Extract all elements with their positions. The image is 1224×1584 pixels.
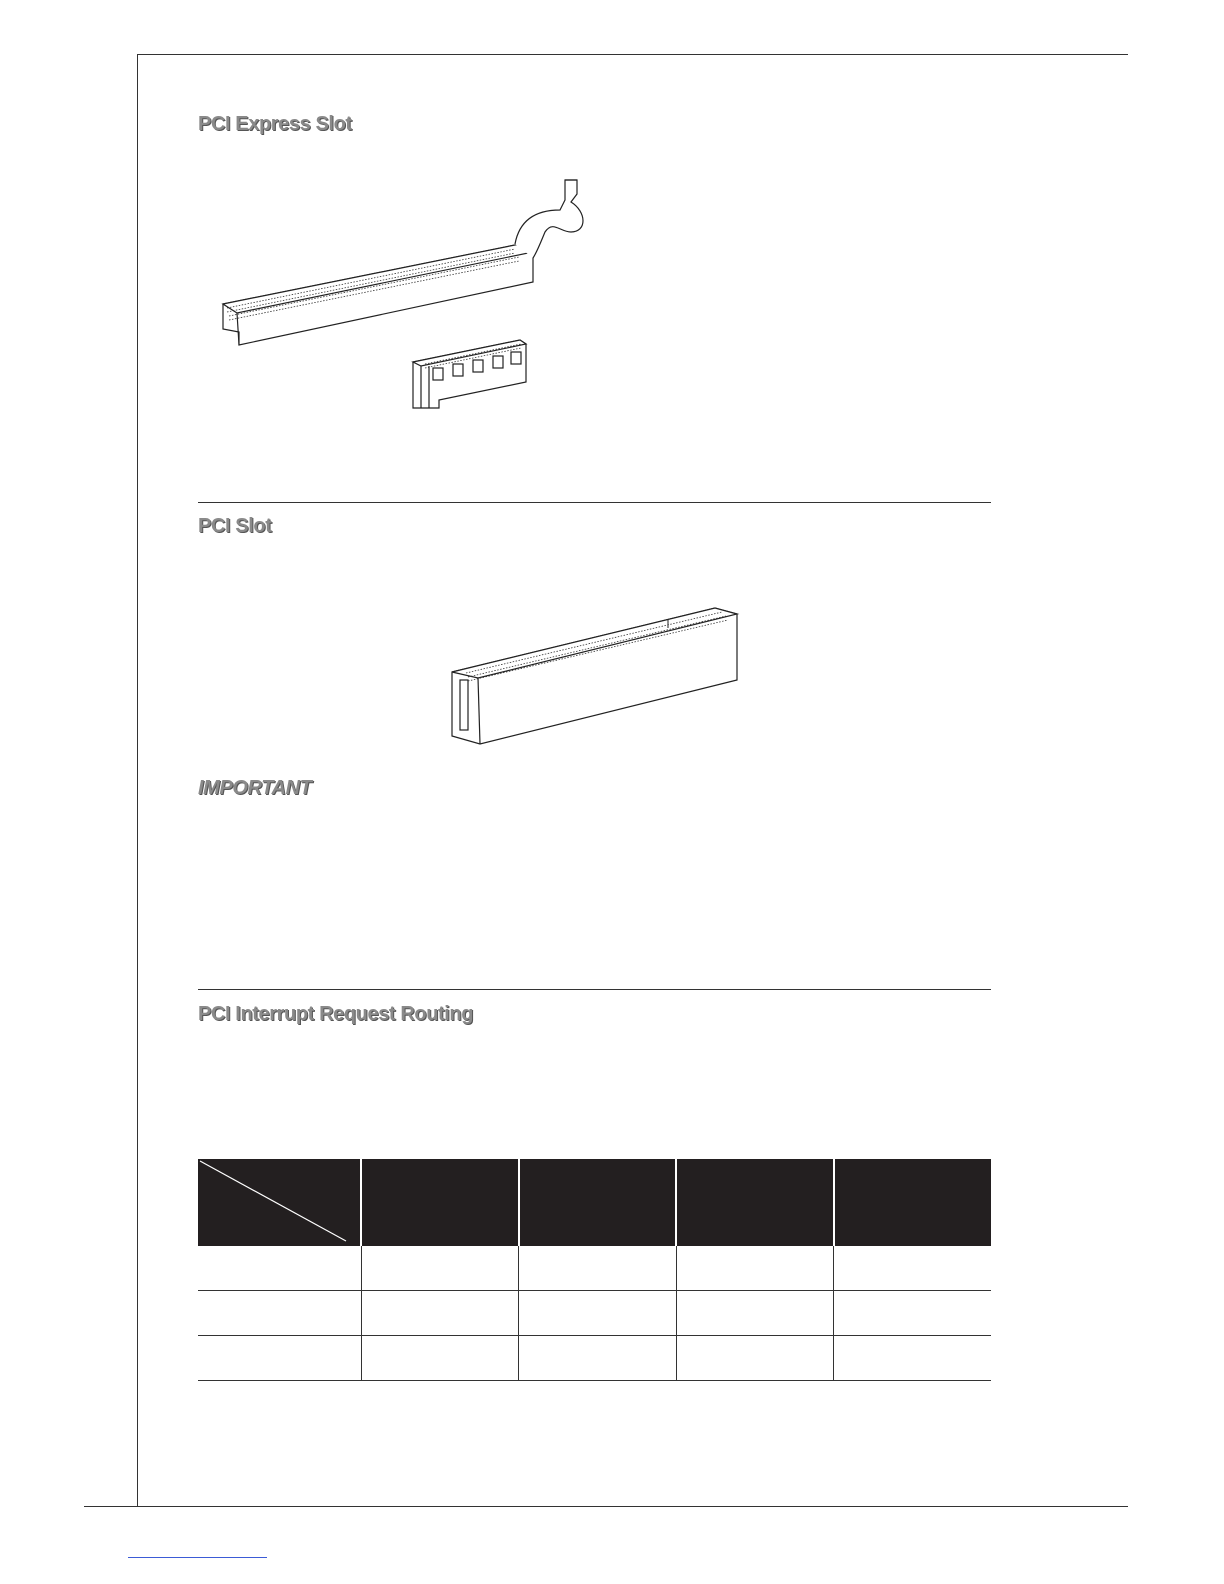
- table-cell: [519, 1291, 677, 1336]
- table-cell: [676, 1336, 834, 1381]
- table-corner-cell: [198, 1159, 361, 1246]
- table-cell: [834, 1291, 992, 1336]
- table-header-cell: [834, 1159, 992, 1246]
- table-cell: [198, 1246, 361, 1291]
- pci-slot-heading: PCI Slot: [198, 515, 272, 537]
- table-row: [198, 1291, 991, 1336]
- page-frame-left: [137, 54, 138, 1507]
- table-cell: [676, 1246, 834, 1291]
- pcie-slot-figure: [215, 172, 595, 412]
- irq-routing-heading: PCI Interrupt Request Routing: [198, 1003, 474, 1025]
- table-header-cell: [519, 1159, 677, 1246]
- page-frame-bottom: [84, 1506, 1128, 1507]
- footer-link-underline[interactable]: [128, 1557, 267, 1558]
- table-cell: [361, 1246, 519, 1291]
- pcie-slot-heading: PCI Express Slot: [198, 113, 352, 135]
- table-cell: [198, 1291, 361, 1336]
- section-divider-1: [198, 502, 991, 503]
- table-row: [198, 1336, 991, 1381]
- table-header-cell: [361, 1159, 519, 1246]
- irq-routing-table: [198, 1159, 991, 1381]
- table-header-row: [198, 1159, 991, 1246]
- table-header-cell: [676, 1159, 834, 1246]
- section-divider-2: [198, 989, 991, 990]
- diagonal-divider: [198, 1159, 360, 1246]
- table-cell: [519, 1336, 677, 1381]
- table-cell: [361, 1336, 519, 1381]
- table-cell: [198, 1336, 361, 1381]
- table-cell: [676, 1291, 834, 1336]
- table-cell: [834, 1246, 992, 1291]
- table-cell: [519, 1246, 677, 1291]
- table-cell: [361, 1291, 519, 1336]
- table-row: [198, 1246, 991, 1291]
- table-cell: [834, 1336, 992, 1381]
- page-frame-top: [137, 54, 1128, 55]
- pci-slot-figure: [450, 600, 745, 750]
- important-heading: IMPORTANT: [198, 777, 312, 799]
